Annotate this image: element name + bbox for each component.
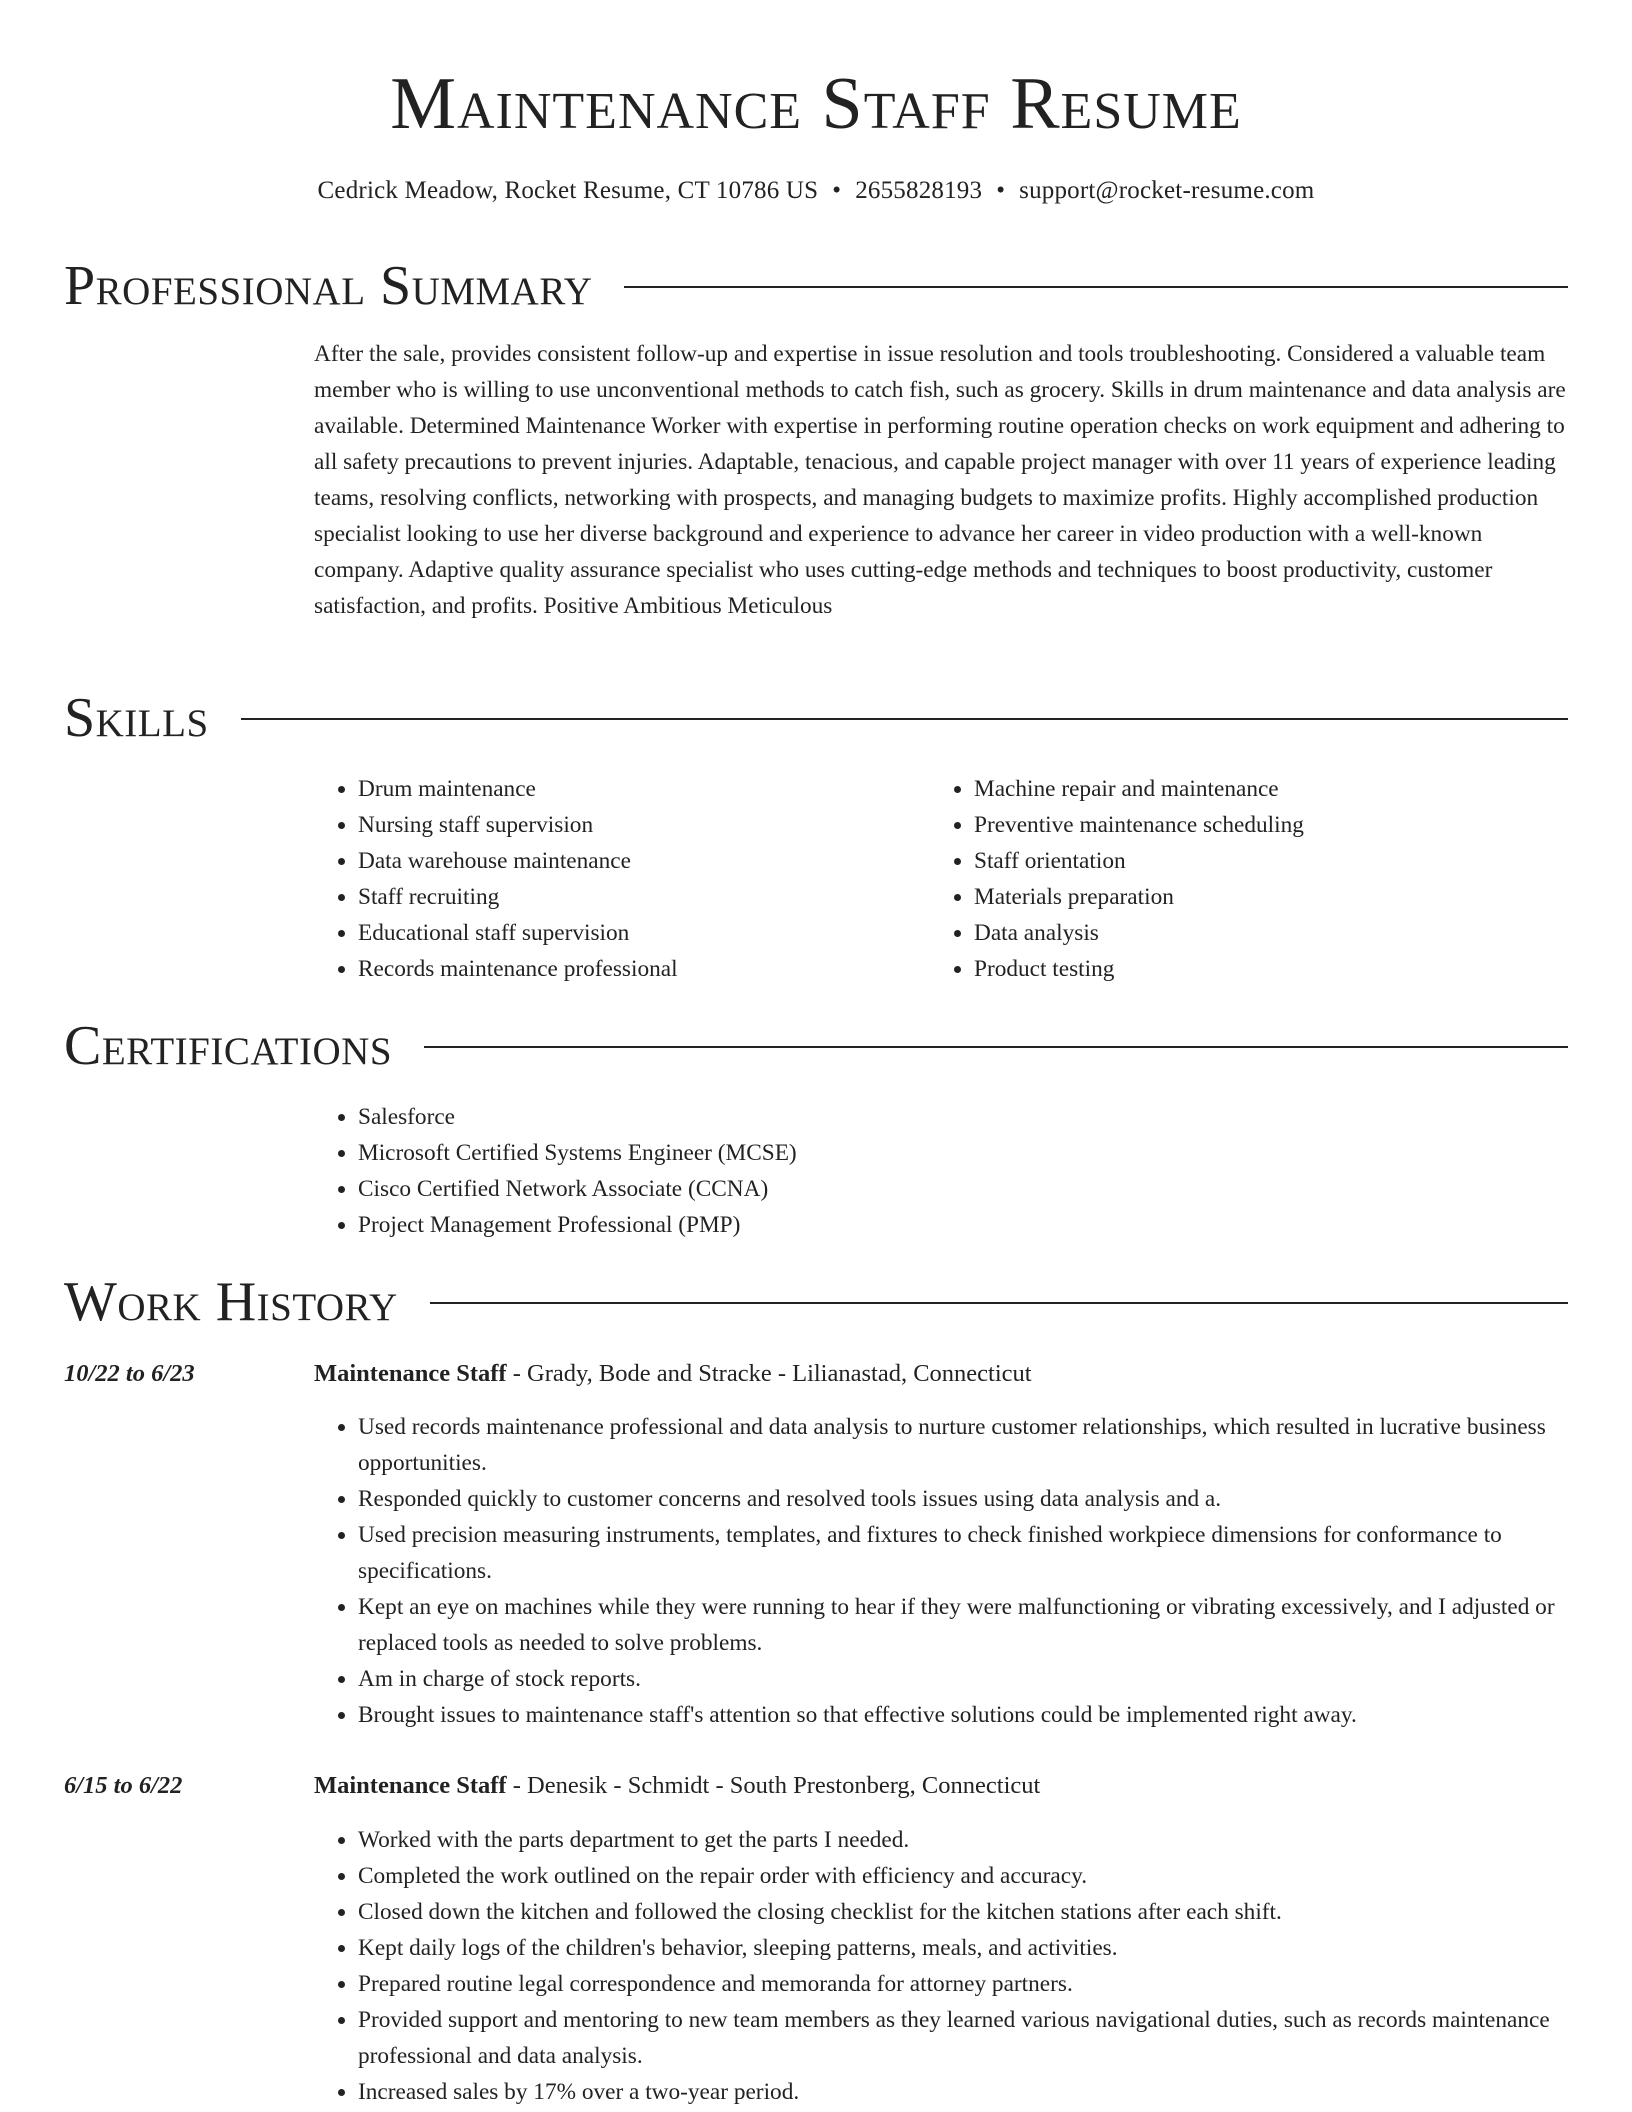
section-divider (241, 718, 1568, 720)
job-bullet: • Kept daily logs of the children's behavior, sleeping patterns, meals, and activities. (358, 1930, 1570, 1966)
skill-item: • Staff recruiting (358, 879, 914, 915)
job-bullet: • Provided support and mentoring to new team members as they learned various navigational duties, such as records maintenance professional and data analysis. (358, 2002, 1570, 2074)
contact-separator: • (996, 177, 1006, 204)
job-bullets (314, 1409, 1570, 1733)
job-bullet: • Closed down the kitchen and followed the closing checklist for the kitchen stations after each shift. (358, 1894, 1570, 1930)
skill-item: • Product testing (974, 951, 1530, 987)
section-divider (624, 286, 1568, 288)
job-bullet: • Brought issues to maintenance staff's attention so that effective solutions could be implemented right away. (358, 1697, 1570, 1733)
job-role: Maintenance Staff (314, 1360, 507, 1387)
job-employer: Grady, Bode and Stracke - Lilianastad, Connecticut (527, 1360, 1032, 1387)
job-title-line (314, 1768, 1570, 1804)
summary-heading: Professional Summary (64, 255, 593, 317)
skill-item: • Drum maintenance (358, 771, 914, 807)
resume-title: Maintenance Staff Resume (390, 63, 1242, 145)
skill-item: • Educational staff supervision (358, 915, 914, 951)
contact-email: support@rocket-resume.com (1019, 177, 1315, 204)
job-title-line (314, 1356, 1570, 1392)
job-bullet: • Increased sales by 17% over a two-year period. (358, 2074, 1570, 2110)
certification-item: • Salesforce (358, 1099, 1314, 1135)
job-role: Maintenance Staff (314, 1772, 507, 1799)
job-bullet: • Kept an eye on machines while they were running to hear if they were malfunctioning or vibrating excessively, and I adjusted or replaced tools as needed to solve problems. (358, 1589, 1570, 1661)
skill-item: • Data analysis (974, 915, 1530, 951)
skills-list-right (930, 771, 1530, 987)
skill-item: • Staff orientation (974, 843, 1530, 879)
certifications-heading: Certifications (64, 1015, 393, 1077)
job-bullet: • Used records maintenance professional and data analysis to nurture customer relationships, which resulted in lucrative business opportunities. (358, 1409, 1570, 1481)
contact-phone: 2655828193 (855, 177, 983, 204)
skills-heading: Skills (64, 687, 209, 749)
certification-item: • Project Management Professional (PMP) (358, 1207, 1314, 1243)
skills-list-left (314, 771, 914, 987)
skill-item: • Records maintenance professional (358, 951, 914, 987)
skill-item: • Materials preparation (974, 879, 1530, 915)
job-dates: 10/22 to 6/23 (64, 1360, 195, 1387)
job-title-dash: - (506, 1772, 527, 1799)
job-title-dash: - (506, 1360, 527, 1387)
contact-address: Cedrick Meadow, Rocket Resume, CT 10786 US (317, 177, 819, 204)
skill-item: • Data warehouse maintenance (358, 843, 914, 879)
certifications-list (314, 1099, 1314, 1243)
summary-text: After the sale, provides consistent follow-up and expertise in issue resolution and tools troubleshooting. Considered a valuable team member who is willing to use unconventional methods to catch fish, such as grocery. Skills in drum maintenance and data analysis are available. Determined Maintenance Worker with expertise in performing routine operation checks on work equipment and adhering to all safety precautions to prevent injuries. Adaptable, tenacious, and capable project manager with over 11 years of experience leading teams, resolving conflicts, networking with prospects, and managing budgets to maximize profits. Highly accomplished production specialist looking to use her diverse background and experience to advance her career in video production with a well-known company. Adaptive quality assurance specialist who uses cutting-edge methods and techniques to boost productivity, customer satisfaction, and profits. Positive Ambitious Meticulous (314, 341, 1566, 619)
job-bullet: • Used precision measuring instruments, templates, and fixtures to check finished workpiece dimensions for conformance to specifications. (358, 1517, 1570, 1589)
skill-item: • Nursing staff supervision (358, 807, 914, 843)
work-history-section-header (64, 1270, 1568, 1334)
certification-item: • Cisco Certified Network Associate (CCNA) (358, 1171, 1314, 1207)
certification-item: • Microsoft Certified Systems Engineer (MCSE) (358, 1135, 1314, 1171)
section-divider (430, 1302, 1568, 1304)
job-bullet: • Completed the work outlined on the repair order with efficiency and accuracy. (358, 1858, 1570, 1894)
work-history-heading: Work History (64, 1271, 398, 1333)
skills-section-header (64, 686, 1568, 750)
job-employer: Denesik - Schmidt - South Prestonberg, Connecticut (527, 1772, 1041, 1799)
job-bullets (314, 1822, 1570, 2110)
contact-separator: • (832, 177, 842, 204)
skill-item: • Preventive maintenance scheduling (974, 807, 1530, 843)
summary-section-header (64, 254, 1568, 318)
section-divider (424, 1046, 1568, 1048)
job-bullet: • Worked with the parts department to get the parts I needed. (358, 1822, 1570, 1858)
job-dates: 6/15 to 6/22 (64, 1772, 183, 1799)
job-bullet: • Prepared routine legal correspondence and memoranda for attorney partners. (358, 1966, 1570, 2002)
job-bullet: • Am in charge of stock reports. (358, 1661, 1570, 1697)
certifications-section-header (64, 1014, 1568, 1078)
job-bullet: • Responded quickly to customer concerns and resolved tools issues using data analysis and a. (358, 1481, 1570, 1517)
contact-line (0, 174, 1632, 208)
skill-item: • Machine repair and maintenance (974, 771, 1530, 807)
